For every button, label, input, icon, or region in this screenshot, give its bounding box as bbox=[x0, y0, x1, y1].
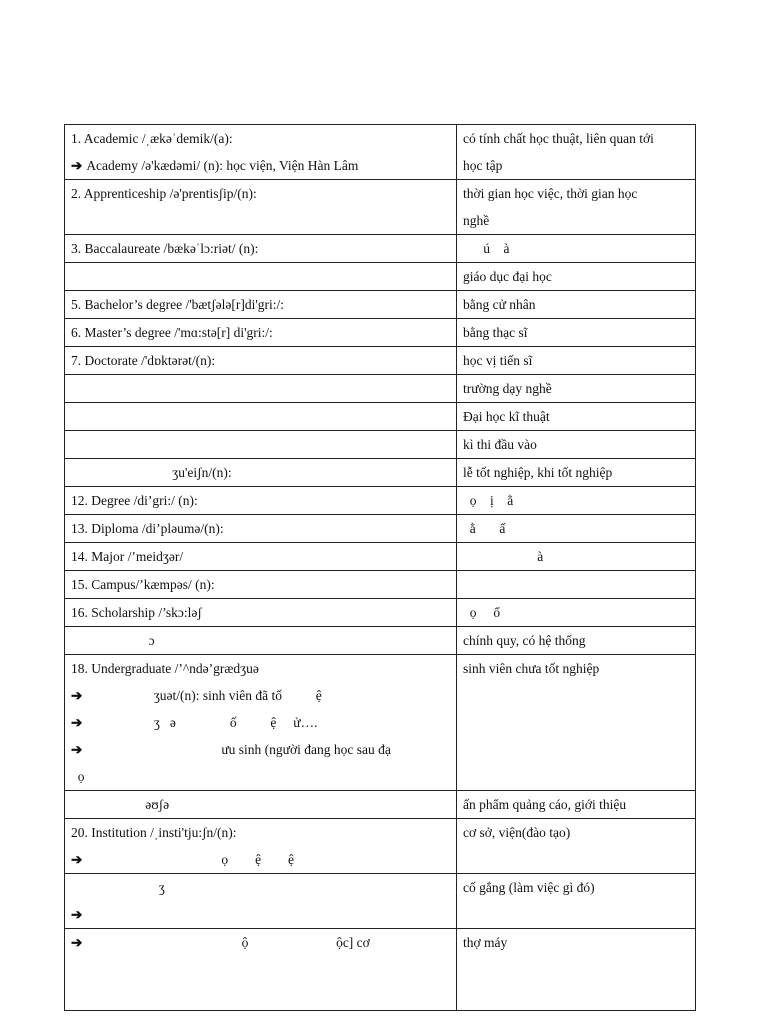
text-line bbox=[71, 736, 450, 763]
line-text: ọ bbox=[71, 769, 85, 784]
table-row bbox=[65, 929, 696, 1011]
text-line bbox=[71, 709, 450, 736]
text-line bbox=[463, 375, 689, 402]
table-row bbox=[65, 874, 696, 929]
line-text: thời gian học việc, thời gian học bbox=[463, 186, 638, 201]
table-row bbox=[65, 599, 696, 627]
term-cell bbox=[65, 125, 457, 180]
term-cell bbox=[65, 431, 457, 459]
table-row bbox=[65, 263, 696, 291]
table-row bbox=[65, 627, 696, 655]
table-row bbox=[65, 459, 696, 487]
line-text: 6. Master’s degree /'mɑ:stə[r] di'gri:/: bbox=[71, 325, 273, 340]
table-row bbox=[65, 543, 696, 571]
table-row bbox=[65, 819, 696, 874]
table-row bbox=[65, 655, 696, 791]
text-line bbox=[463, 403, 689, 430]
line-text: ằ ấ bbox=[463, 521, 506, 536]
meaning-cell bbox=[457, 263, 696, 291]
text-line bbox=[71, 846, 450, 873]
arrow-icon: ➔ bbox=[71, 907, 83, 922]
text-line bbox=[463, 207, 689, 234]
arrow-icon: ➔ bbox=[71, 742, 83, 757]
text-line bbox=[463, 599, 689, 626]
text-line bbox=[71, 291, 450, 318]
meaning-cell bbox=[457, 571, 696, 599]
meaning-cell bbox=[457, 180, 696, 235]
text-line bbox=[463, 819, 689, 846]
text-line bbox=[71, 874, 450, 901]
line-text: sinh viên chưa tốt nghiệp bbox=[463, 661, 600, 676]
table-row bbox=[65, 291, 696, 319]
table-row bbox=[65, 791, 696, 819]
term-cell bbox=[65, 235, 457, 263]
text-line bbox=[71, 347, 450, 374]
text-line bbox=[463, 263, 689, 290]
line-text: 13. Diploma /di’pləumə/(n): bbox=[71, 521, 224, 536]
term-cell bbox=[65, 319, 457, 347]
meaning-cell bbox=[457, 291, 696, 319]
line-text: əʊʃə bbox=[71, 797, 170, 812]
line-text: ấn phẩm quảng cáo, giới thiệu bbox=[463, 797, 627, 812]
term-cell bbox=[65, 929, 457, 1011]
text-line bbox=[463, 180, 689, 207]
line-text: ɔ bbox=[71, 633, 155, 648]
text-line bbox=[71, 819, 450, 846]
text-line bbox=[463, 431, 689, 458]
text-line bbox=[463, 543, 689, 570]
term-cell bbox=[65, 791, 457, 819]
text-line bbox=[463, 655, 689, 682]
meaning-cell bbox=[457, 655, 696, 791]
line-text: ʒuət/(n): sinh viên đã tố ệ bbox=[86, 688, 322, 703]
arrow-icon: ➔ bbox=[71, 158, 83, 173]
table-row bbox=[65, 235, 696, 263]
term-cell bbox=[65, 347, 457, 375]
line-text: giáo dục đại học bbox=[463, 269, 552, 284]
text-line bbox=[71, 571, 450, 598]
line-text: có tính chất học thuật, liên quan tới bbox=[463, 131, 654, 146]
meaning-cell bbox=[457, 543, 696, 571]
meaning-cell bbox=[457, 819, 696, 874]
line-text: 14. Major /’meidʒər/ bbox=[71, 549, 184, 564]
term-cell bbox=[65, 543, 457, 571]
line-text: cơ sở, viện(đào tạo) bbox=[463, 825, 571, 840]
table-row bbox=[65, 403, 696, 431]
line-text: à bbox=[463, 549, 544, 564]
table-row bbox=[65, 180, 696, 235]
line-text: ʒ bbox=[71, 880, 165, 895]
line-text: cố gắng (làm việc gì đó) bbox=[463, 880, 595, 895]
text-line bbox=[71, 763, 450, 790]
line-text: lễ tốt nghiệp, khi tốt nghiệp bbox=[463, 465, 613, 480]
term-cell bbox=[65, 459, 457, 487]
text-line bbox=[463, 347, 689, 374]
meaning-cell bbox=[457, 431, 696, 459]
text-line bbox=[71, 459, 450, 486]
table-row bbox=[65, 375, 696, 403]
line-text: ú à bbox=[463, 241, 510, 256]
text-line bbox=[71, 929, 450, 956]
meaning-cell bbox=[457, 874, 696, 929]
meaning-cell bbox=[457, 403, 696, 431]
term-cell bbox=[65, 375, 457, 403]
meaning-cell bbox=[457, 375, 696, 403]
line-text: ưu sinh (người đang học sau đạ bbox=[86, 742, 391, 757]
table-row bbox=[65, 487, 696, 515]
meaning-cell bbox=[457, 599, 696, 627]
term-cell bbox=[65, 571, 457, 599]
meaning-cell bbox=[457, 929, 696, 1011]
text-line bbox=[463, 487, 689, 514]
term-cell bbox=[65, 263, 457, 291]
line-text: bằng cử nhân bbox=[463, 297, 536, 312]
line-text: 15. Campus/’kæmpəs/ (n): bbox=[71, 577, 215, 592]
text-line bbox=[463, 515, 689, 542]
term-cell bbox=[65, 291, 457, 319]
term-cell bbox=[65, 599, 457, 627]
line-text: thợ máy bbox=[463, 935, 508, 950]
text-line bbox=[71, 180, 450, 207]
meaning-cell bbox=[457, 487, 696, 515]
vocabulary-table-body bbox=[65, 125, 696, 1011]
text-line bbox=[463, 152, 689, 179]
meaning-cell bbox=[457, 125, 696, 180]
text-line bbox=[463, 929, 689, 956]
line-text: học vị tiến sĩ bbox=[463, 353, 533, 368]
text-line bbox=[463, 627, 689, 654]
text-line bbox=[463, 791, 689, 818]
term-cell bbox=[65, 487, 457, 515]
line-text: kì thi đầu vào bbox=[463, 437, 537, 452]
meaning-cell bbox=[457, 791, 696, 819]
line-text: ọ ệ ệ bbox=[86, 852, 295, 867]
text-line bbox=[71, 319, 450, 346]
arrow-icon: ➔ bbox=[71, 935, 83, 950]
text-line bbox=[463, 291, 689, 318]
line-text: ọ ị ằ bbox=[463, 493, 514, 508]
text-line bbox=[71, 487, 450, 514]
text-line bbox=[463, 874, 689, 901]
table-row bbox=[65, 571, 696, 599]
line-text: trường dạy nghề bbox=[463, 381, 552, 396]
text-line bbox=[71, 901, 450, 928]
term-cell bbox=[65, 180, 457, 235]
line-text: ộ ộc] cơ bbox=[86, 935, 370, 950]
table-row bbox=[65, 319, 696, 347]
line-text: nghề bbox=[463, 213, 490, 228]
line-text: học tập bbox=[463, 158, 503, 173]
line-text: 2. Apprenticeship /ə'prentisʃip/(n): bbox=[71, 186, 257, 201]
meaning-cell bbox=[457, 627, 696, 655]
term-cell bbox=[65, 627, 457, 655]
arrow-icon: ➔ bbox=[71, 852, 83, 867]
line-text: ọ ổ bbox=[463, 605, 501, 620]
table-row bbox=[65, 515, 696, 543]
text-line bbox=[71, 627, 450, 654]
term-cell bbox=[65, 515, 457, 543]
line-text: 16. Scholarship /’skɔ:ləʃ bbox=[71, 605, 202, 620]
line-text: chính quy, có hệ thống bbox=[463, 633, 586, 648]
meaning-cell bbox=[457, 459, 696, 487]
text-line bbox=[71, 791, 450, 818]
line-text: Đại học kĩ thuật bbox=[463, 409, 550, 424]
meaning-cell bbox=[457, 347, 696, 375]
term-cell bbox=[65, 874, 457, 929]
line-text: 3. Baccalaureate /bækəˈlɔ:riət/ (n): bbox=[71, 241, 259, 256]
line-text: bằng thạc sĩ bbox=[463, 325, 528, 340]
text-line bbox=[71, 682, 450, 709]
meaning-cell bbox=[457, 235, 696, 263]
arrow-icon: ➔ bbox=[71, 688, 83, 703]
line-text: 5. Bachelor’s degree /'bætʃələ[r]di'gri:/: bbox=[71, 297, 285, 312]
text-line bbox=[71, 125, 450, 152]
text-line bbox=[71, 515, 450, 542]
term-cell bbox=[65, 403, 457, 431]
vocabulary-table bbox=[64, 124, 696, 1011]
line-text: Academy /ə'kædəmi/ (n): học viện, Viện Hàn Lâm bbox=[86, 158, 359, 173]
text-line bbox=[71, 599, 450, 626]
line-text: ʒu'eiʃn/(n): bbox=[71, 465, 232, 480]
meaning-cell bbox=[457, 515, 696, 543]
text-line bbox=[463, 459, 689, 486]
line-text: 12. Degree /di’gri:/ (n): bbox=[71, 493, 198, 508]
meaning-cell bbox=[457, 319, 696, 347]
text-line bbox=[71, 543, 450, 570]
line-text: 7. Doctorate /'dɒktərət/(n): bbox=[71, 353, 216, 368]
text-line bbox=[463, 235, 689, 262]
table-row bbox=[65, 431, 696, 459]
line-text: ʒ ə ố ệ ử…. bbox=[86, 715, 318, 730]
text-line bbox=[71, 655, 450, 682]
text-line bbox=[71, 152, 450, 179]
arrow-icon: ➔ bbox=[71, 715, 83, 730]
text-line bbox=[463, 125, 689, 152]
text-line bbox=[463, 319, 689, 346]
table-row bbox=[65, 347, 696, 375]
term-cell bbox=[65, 819, 457, 874]
text-line bbox=[71, 235, 450, 262]
line-text: 1. Academic /ˌækəˈdemik/(a): bbox=[71, 131, 233, 146]
line-text: 18. Undergraduate /’^ndə’grædʒuə bbox=[71, 661, 259, 676]
term-cell bbox=[65, 655, 457, 791]
table-row bbox=[65, 125, 696, 180]
line-text: 20. Institution /ˌinsti'tju:ʃn/(n): bbox=[71, 825, 237, 840]
